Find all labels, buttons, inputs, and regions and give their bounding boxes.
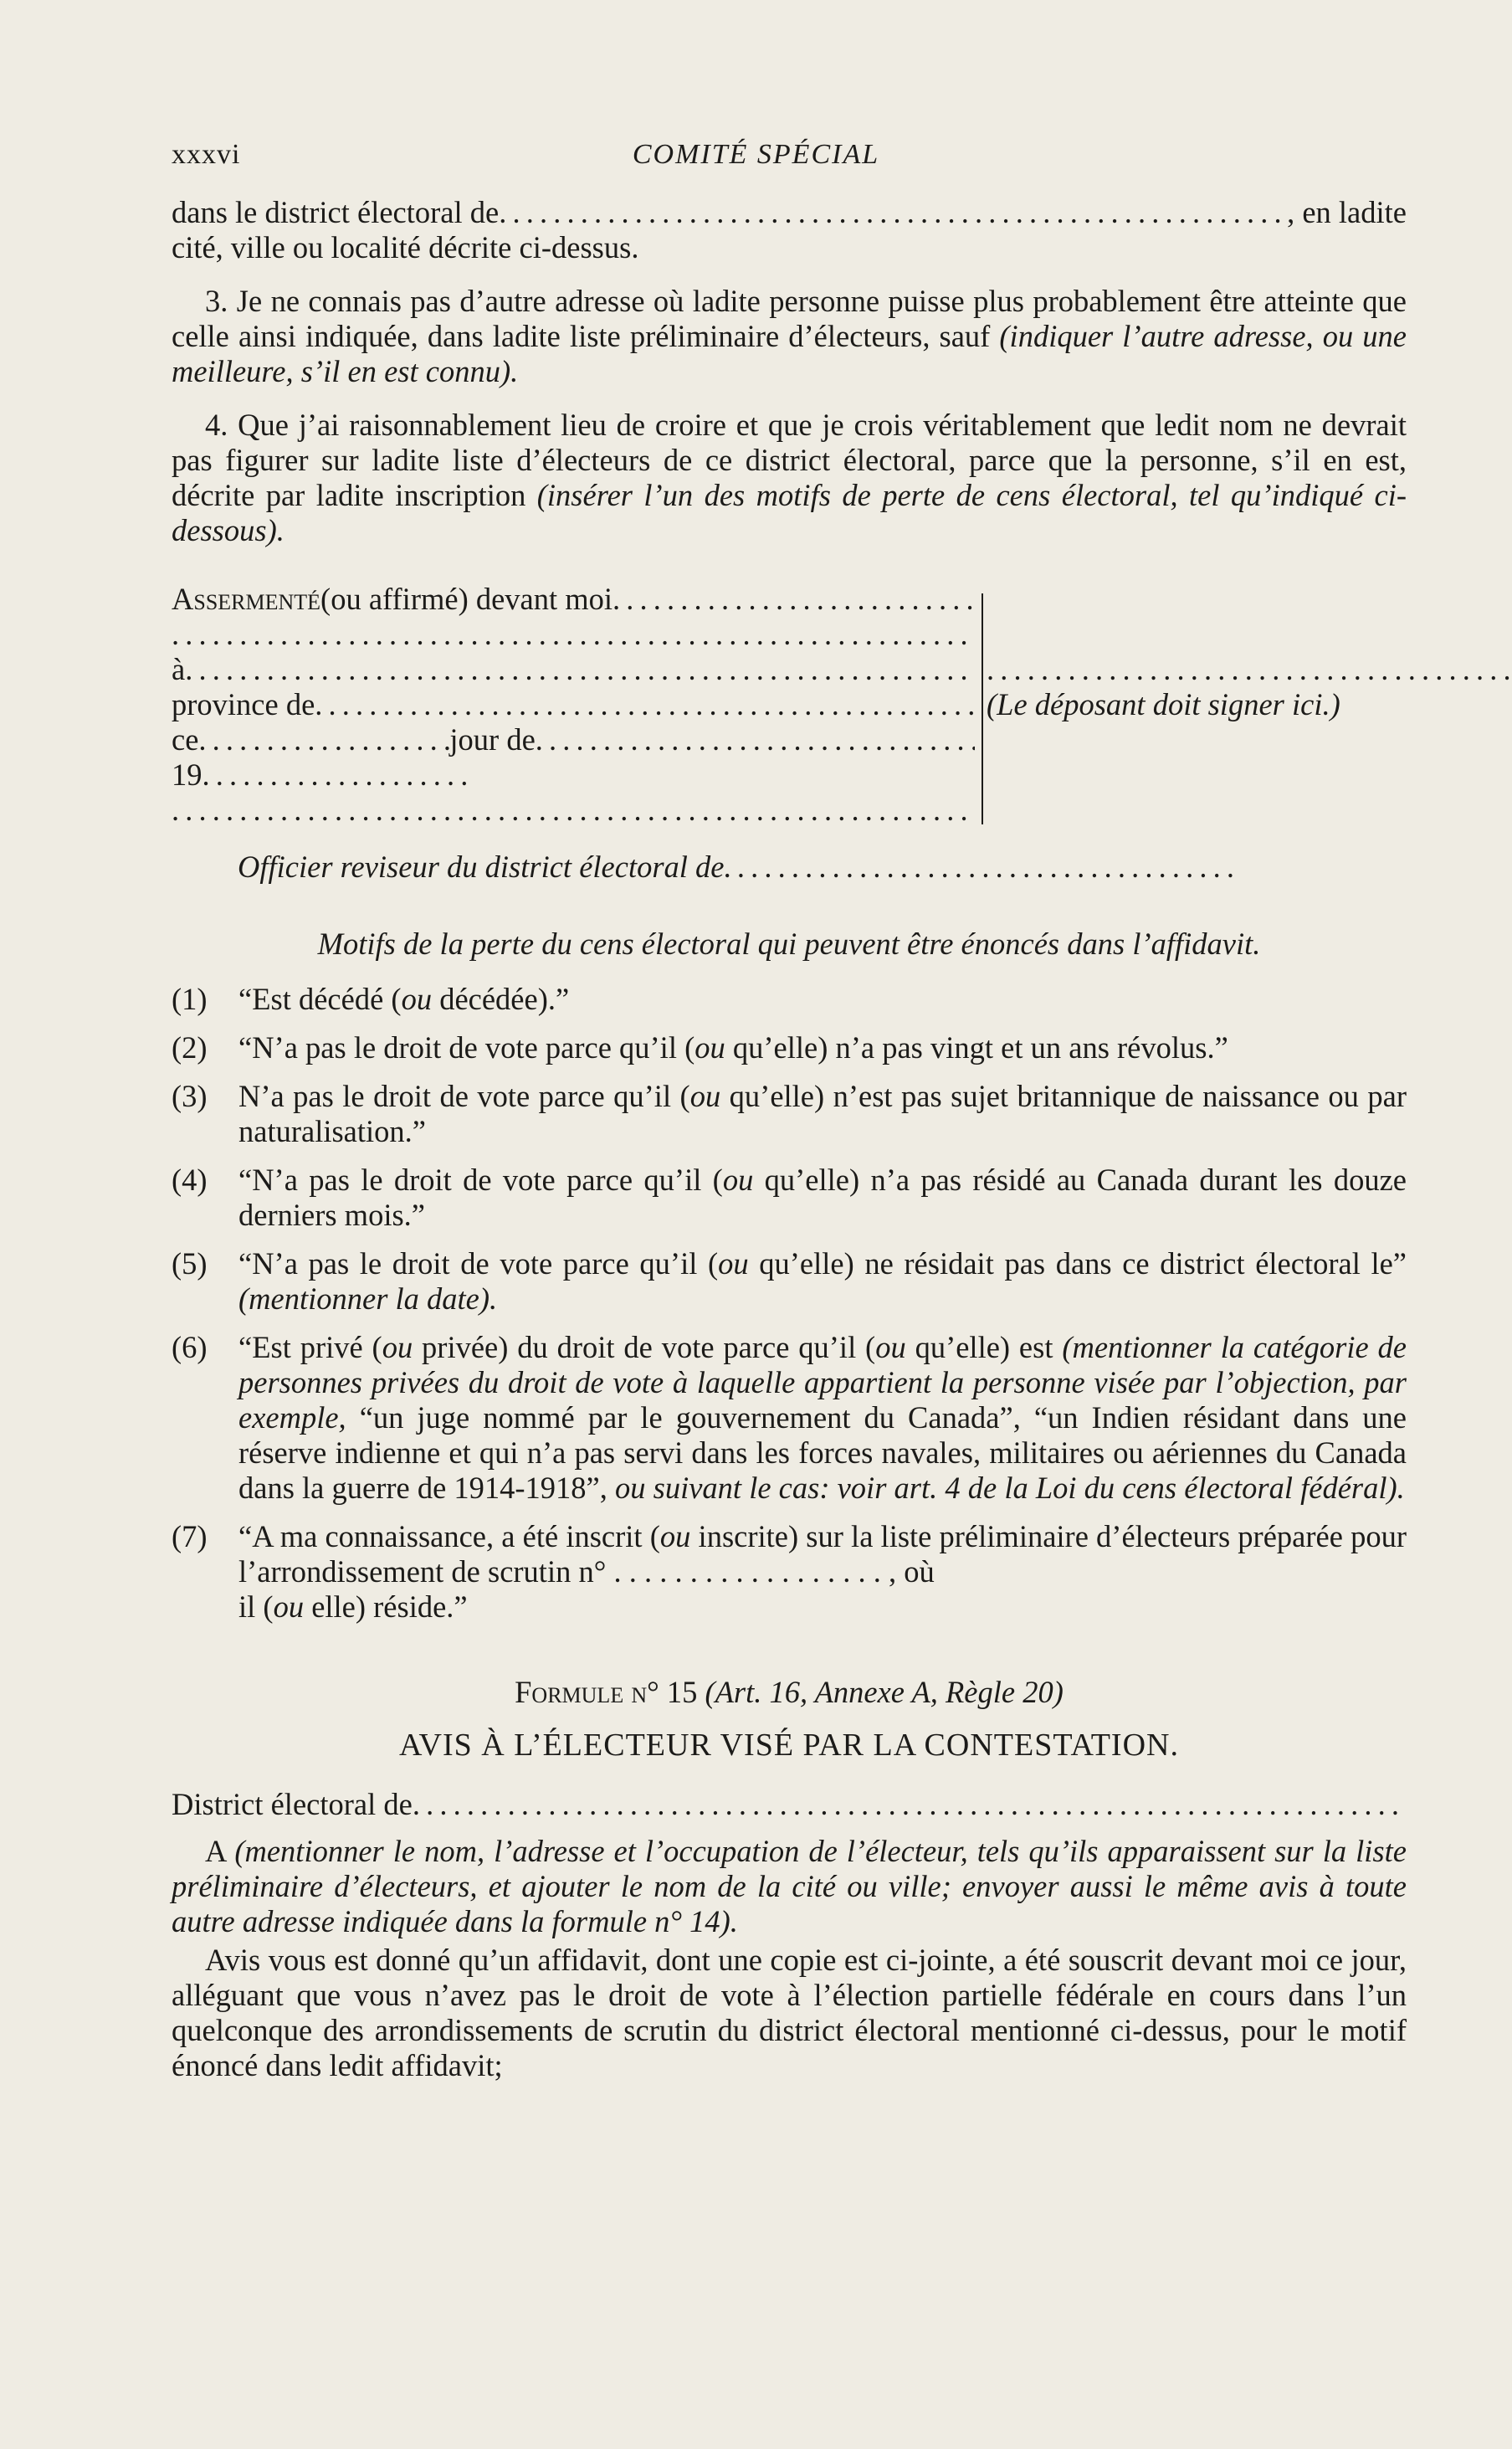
district-label: District électoral de — [172, 1787, 413, 1821]
intro-line2: cité, ville ou localité décrite ci-dessus. — [172, 230, 639, 264]
intro-line1-end: , en ladite — [1287, 195, 1407, 229]
reason-7: (7) “A ma connaissance, a été inscrit (ou inscrite) sur la liste préliminaire d’électeurs préparée pour l’arrondissement de scrutin n° . . . . . . . . . . . . . . . . . . , où il (ou elle) réside.” — [172, 1519, 1407, 1624]
intro-line1-start: dans le district électoral de — [172, 195, 500, 229]
signer-note: (Le déposant doit signer ici.) — [987, 687, 1340, 721]
avis-title: AVIS À L’ÉLECTEUR VISÉ PAR LA CONTESTATION. — [399, 1728, 1179, 1763]
reason-4: (4) “N’a pas le droit de vote parce qu’il (ou qu’elle) n’a pas résidé au Canada durant les douze derniers mois.” — [172, 1163, 1407, 1232]
page-number: xxxvi — [172, 139, 241, 170]
reason-3: (3) N’a pas le droit de vote parce qu’il (ou qu’elle) n’est pas sujet britannique de naissance ou par naturalisation.” — [172, 1079, 1407, 1148]
reasons-list — [172, 982, 1407, 1625]
formule-heading — [172, 1675, 1407, 1710]
paragraph-a: A (mentionner le nom, l’adresse et l’occupation de l’électeur, tels qu’ils apparaissent sur la liste préliminaire d’électeurs, et ajouter le nom de la cité ou ville; envoyer aussi le même avis à toute autre adresse indiquée dans la formule n° 14). — [172, 1834, 1407, 1938]
reason-6: (6) “Est privé (ou privée) du droit de vote parce qu’il (ou qu’elle) est (mentionner la catégorie de personnes privées du droit de vote à laquelle appartient la personne visée par l’objection, par exemple, “un juge nommé par le gouvernement du Canada”, “un Indien résidant dans une réserve indienne et qui n’a pas servi dans les forces navales, militaires ou aériennes du Canada dans la guerre de 1914-1918”, ou suivant le cas: voir art. 4 de la Loi du cens électoral fédéral). — [172, 1330, 1407, 1505]
running-title: COMITÉ SPÉCIAL — [632, 139, 880, 170]
formule-label: Formule n° — [515, 1675, 659, 1709]
paragraph-4 — [172, 408, 1407, 548]
reason-5: (5) “N’a pas le droit de vote parce qu’il (ou qu’elle) ne résidait pas dans ce district électoral le” (mentionner la date). — [172, 1246, 1407, 1316]
paragraph-4-italic: (insérer l’un des motifs de perte de cens électoral, tel qu’indiqué ci-dessous). — [172, 478, 1407, 547]
paragraph-avis: Avis vous est donné qu’un affidavit, dont une copie est ci-jointe, a été souscrit devant moi ce jour, alléguant que vous n’avez pas le droit de vote à l’élection partielle fédérale en cours dans l’un quelconque des arrondissements de scrutin du district électoral mentionné ci-dessus, pour le motif énoncé dans ledit affidavit; — [172, 1943, 1407, 2082]
officer-line — [172, 850, 1242, 885]
reasons-title: Motifs de la perte du cens électoral qui peuvent être énoncés dans l’affidavit. — [317, 927, 1261, 961]
sworn-jour: jour de — [449, 722, 536, 757]
formule-reference: (Art. 16, Annexe A, Règle 20) — [705, 1675, 1064, 1709]
sworn-label: Assermenté — [172, 582, 321, 616]
reason-2: (2) “N’a pas le droit de vote parce qu’il (ou qu’elle) n’a pas vingt et un ans révolus.” — [172, 1030, 1228, 1065]
sworn-block — [172, 582, 1407, 828]
sworn-label-rest: (ou affirmé) devant moi — [320, 582, 613, 616]
sworn-ce: ce — [172, 722, 199, 757]
page-header — [172, 138, 1407, 172]
reason-1: (1) “Est décédé (ou décédée).” — [172, 982, 570, 1016]
formule-number: 15 — [659, 1675, 705, 1709]
paragraph-3-italic: (indiquer l’autre adresse, ou une meilleure, s’il en est connu). — [172, 319, 1407, 388]
intro-paragraph — [172, 195, 1407, 265]
sworn-line-a: à — [172, 652, 186, 686]
sworn-year: 19 — [172, 757, 202, 792]
sworn-province: province de — [172, 687, 315, 721]
paragraph-3 — [172, 284, 1407, 389]
paragraph-4-text: 4. Que j’ai raisonnablement lieu de croire et que je crois véritablement que ledit nom ne devrait pas figurer sur ladite liste d’électeurs de ce district électoral, parce que la personne, s’il en est, décrite par ladite inscription — [172, 408, 1407, 512]
paragraph-3-text: 3. Je ne connais pas d’autre adresse où ladite personne puisse plus probablement être atteinte que celle ainsi indiquée, dans ladite liste préliminaire d’électeurs, sauf — [172, 284, 1407, 353]
officer-label: Officier reviseur du district électoral de — [238, 850, 725, 884]
district-line — [172, 1787, 1407, 1822]
signature-area — [975, 582, 1512, 828]
